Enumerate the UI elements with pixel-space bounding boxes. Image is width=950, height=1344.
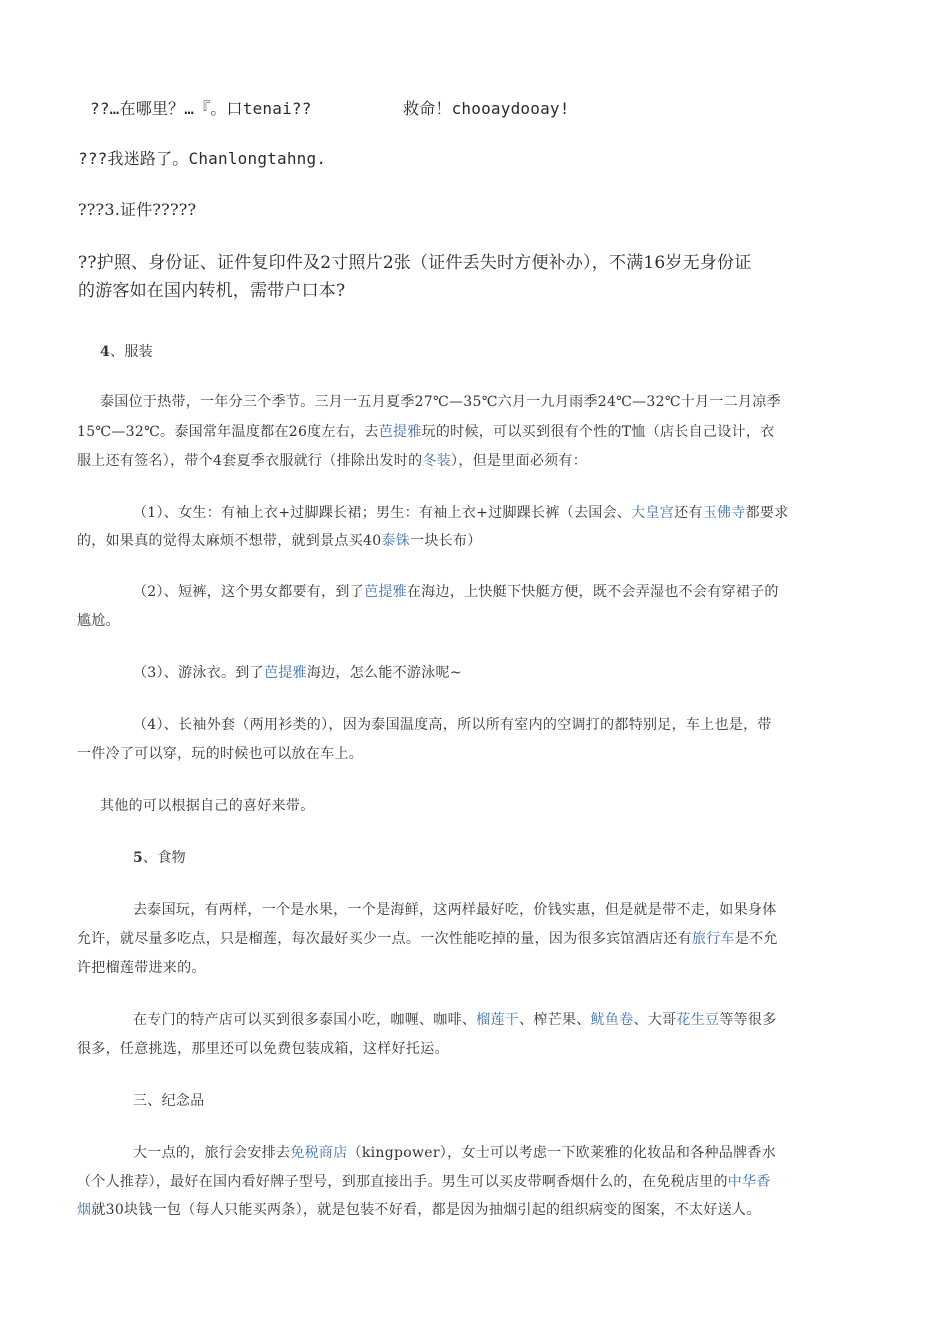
text-segment: 就30块钱一包（每人只能买两条），就是包装不好看，都是因为抽烟引起的组织病变的图案，不太好送人。 [91, 1202, 761, 1218]
text-segment: 在专门的特产店可以买到很多泰国小吃，咖喱、咖啡、 [133, 1012, 477, 1028]
link-emerald-buddha-temple[interactable]: 玉佛寺 [702, 505, 746, 521]
text-segment: （3）、游泳衣。到了 [133, 665, 264, 681]
souvenir-line-1 [133, 1142, 776, 1162]
link-peanuts[interactable]: 花生豆 [676, 1012, 720, 1028]
text-segment: 还有 [674, 505, 703, 521]
clothing-intro-line-1: 泰国位于热带，一年分三个季节。三月一五月夏季27℃—35℃六月一九月雨季24℃—32℃十月一二月凉季 [100, 394, 781, 410]
clothing-heading-text: 、服装 [110, 344, 153, 360]
link-winter-clothes[interactable]: 冬装 [422, 453, 452, 469]
link-grand-palace[interactable]: 大皇宫 [631, 505, 675, 521]
food-p1-line-1: 去泰国玩，有两样，一个是水果，一个是海鲜，这两样最好吃，价钱实惠，但是就是带不走，如果身体 [133, 902, 777, 918]
food-p1-line-3: 许把榴莲带进来的。 [77, 960, 206, 976]
text-segment: 的，如果真的觉得太麻烦不想带，就到景点买40 [77, 533, 382, 549]
souvenir-line-3 [77, 1199, 761, 1219]
link-thai-baht[interactable]: 泰铢 [381, 533, 411, 549]
text-segment: 玩的时候，可以买到很有个性的T恤（店长自己设计，衣 [421, 424, 775, 440]
docs-line-2: 的游客如在国内转机，需带户口本? [78, 281, 346, 301]
link-squid-roll[interactable]: 鱿鱼卷 [590, 1012, 634, 1028]
docs-heading: ???3.证件????? [78, 200, 197, 219]
link-pattaya[interactable]: 芭提雅 [263, 665, 307, 681]
link-zhonghua-cigarettes-cont[interactable]: 烟 [77, 1202, 92, 1218]
clothing-intro-line-2 [77, 421, 774, 441]
link-travel-bus[interactable]: 旅行车 [691, 931, 735, 947]
food-p2-line-2: 很多，任意挑选，那里还可以免费包装成箱，这样好托运。 [77, 1041, 449, 1057]
text-segment: （2）、短裤，这个男女都要有，到了 [133, 584, 365, 600]
link-dried-durian[interactable]: 榴莲干 [476, 1012, 520, 1028]
clothing-heading [100, 341, 153, 361]
text-segment: ），但是里面必须有： [451, 453, 588, 469]
text-segment: （kingpower），女士可以考虑一下欧莱雅的化妆品和各种品牌香水 [347, 1145, 777, 1161]
clothing-item-3 [133, 662, 462, 682]
phrase-lost: ???我迷路了。Chanlongtahng. [78, 149, 327, 168]
link-pattaya[interactable]: 芭提雅 [378, 424, 422, 440]
text-segment: （个人推荐），最好在国内看好牌子型号，到那直接出手。男生可以买皮带啊香烟什么的，在免税店里的 [77, 1174, 728, 1190]
text-segment: 大一点的，旅行会安排去 [133, 1145, 291, 1161]
clothing-other: 其他的可以根据自己的喜好来带。 [100, 798, 315, 814]
text-segment: 15℃—32℃。泰国常年温度都在26度左右，去 [77, 424, 379, 440]
food-heading [133, 847, 186, 867]
clothing-item-1-line-1 [133, 502, 789, 522]
phrase-where: ??…在哪里？…『。口tenai?? [90, 99, 312, 118]
text-segment: （1）、女生：有袖上衣+过脚踝长裙；男生：有袖上衣+过脚踝长裤（去国会、 [133, 505, 632, 521]
clothing-item-4-line-2: 一件冷了可以穿，玩的时候也可以放在车上。 [77, 746, 363, 762]
clothing-item-2-line-1 [133, 581, 779, 601]
docs-line-1: ??护照、身份证、证件复印件及2寸照片2张（证件丢失时方便补办），不满16岁无身份证 [78, 253, 752, 273]
clothing-item-2-line-2: 尴尬。 [77, 613, 120, 629]
text-segment: 都要求 [745, 505, 789, 521]
food-heading-number: 5 [133, 850, 144, 866]
text-segment: 、大哥 [633, 1012, 677, 1028]
souvenir-line-2 [77, 1171, 771, 1191]
food-p2-line-1 [133, 1009, 777, 1029]
text-segment: 服上还有签名），带个4套夏季衣服就行（排除出发时的 [77, 453, 423, 469]
link-zhonghua-cigarettes[interactable]: 中华香 [727, 1174, 771, 1190]
clothing-item-4-line-1: （4）、长袖外套（两用衫类的），因为泰国温度高，所以所有室内的空调打的都特别足，车上也是，带 [133, 717, 772, 733]
text-segment: 在海边，上快艇下快艇方便，既不会弄湿也不会有穿裙子的 [406, 584, 779, 600]
text-segment: 是不允 [734, 931, 778, 947]
text-segment: 、榨芒果、 [519, 1012, 591, 1028]
souvenir-heading: 三、纪念品 [133, 1093, 205, 1109]
link-duty-free-shop[interactable]: 免税商店 [290, 1145, 348, 1161]
food-heading-text: 、食物 [143, 850, 186, 866]
text-segment: 允许，就尽量多吃点，只是榴莲，每次最好买少一点。一次性能吃掉的量，因为很多宾馆酒店还有 [77, 931, 692, 947]
food-p1-line-2 [77, 928, 778, 948]
phrase-help: 救命！chooaydooay! [403, 99, 570, 118]
clothing-intro-line-3 [77, 450, 587, 470]
clothing-item-1-line-2 [77, 530, 482, 550]
link-pattaya[interactable]: 芭提雅 [364, 584, 407, 600]
text-segment: 等等很多 [719, 1012, 777, 1028]
text-segment: 一块长布） [410, 533, 482, 549]
text-segment: 海边，怎么能不游泳呢~ [306, 665, 462, 681]
clothing-heading-number: 4 [100, 344, 111, 360]
